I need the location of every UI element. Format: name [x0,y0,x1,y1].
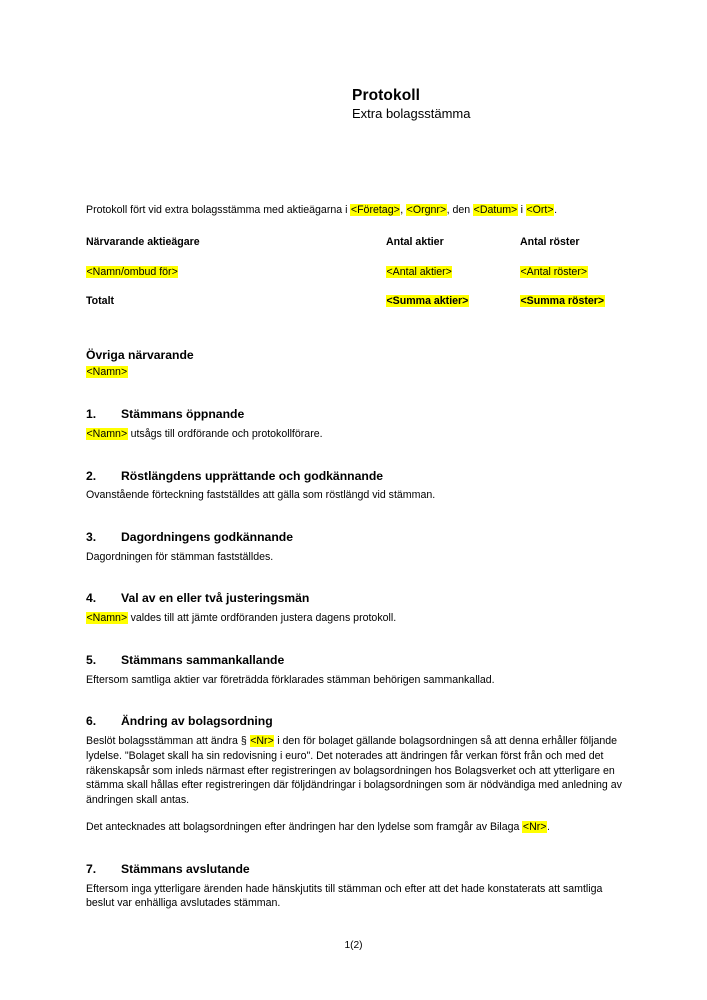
placeholder-company: <Företag> [350,204,400,216]
page-title: Protokoll [352,87,421,104]
section-3-number: 3. [86,530,97,545]
section-4-heading [86,591,622,607]
section-1-body-text: utsågs till ordförande och protokollförare. [127,427,323,440]
placeholder-votes: <Antal röster> [520,265,588,278]
total-votes [520,295,622,307]
section-7-number: 7. [86,861,97,876]
placeholder-total-votes: <Summa röster> [520,294,605,307]
section-6-text-post: i den för bolaget gällande bolagsordningen så att denna erhåller följande lydelse. "Bolaget skall ha sin redovisning i euro". Det noterades att ändringen får verkan först från och med det räkenskapsår som inleds närmast efter registreringen av bolagsordningen hos Bolagsverket och att ytterligare en stämma skall hållas efter registreringen där följdändringar i bolagsordningen som är nödvändiga med anledning av ändringen skall antas. [86,735,622,806]
placeholder-adjuster-name: <Namn> [86,612,128,625]
section-1 [86,407,622,441]
section-7-title: Stämmans avslutande [121,861,250,876]
section-2-heading [86,469,622,485]
section-1-number: 1. [86,407,97,422]
section-6-body-paragraph-1 [86,734,622,807]
attendee-table [86,236,622,307]
section-3 [86,530,622,564]
intro-text-1: Protokoll fört vid extra bolagsstämma med aktieägarna i [86,204,351,216]
placeholder-total-shares: <Summa aktier> [386,294,469,307]
section-4-number: 4. [86,591,97,606]
cell-shareholder-name [86,266,386,295]
section-6-attachment-post: . [546,821,550,834]
table-total-row [86,295,622,307]
section-3-body: Dagordningen för stämman fastställdes. [86,550,274,563]
section-1-heading [86,407,622,423]
cell-shares [386,266,520,295]
cell-votes [520,266,622,295]
column-header-votes: Antal röster [520,235,580,248]
section-4-body [86,611,622,626]
section-6 [86,714,622,835]
section-6-text-pre: Beslöt bolagsstämman att ändra § [86,735,250,748]
placeholder-paragraph-number: <Nr> [250,735,274,748]
column-header-name: Närvarande aktieägare [86,235,200,248]
section-7 [86,862,622,911]
section-5-body: Eftersom samtliga aktier var företrädda förklarades stämman behörigen sammankallad. [86,673,495,686]
table-header-row [86,236,622,266]
intro-sep-2: , den [446,204,474,216]
section-6-title: Ändring av bolagsordning [121,714,273,729]
section-4-body-text: valdes till att jämte ordföranden justera dagens protokoll. [127,612,397,625]
placeholder-date: <Datum> [473,204,518,216]
other-attendees-heading: Övriga närvarande [86,347,194,362]
section-2-body: Ovanstående förteckning fastställdes att gälla som röstlängd vid stämman. [86,489,436,502]
section-5-number: 5. [86,652,97,667]
section-6-heading [86,714,622,730]
placeholder-attachment-number: <Nr> [522,821,547,834]
section-3-heading [86,530,622,546]
section-6-attachment-pre: Det antecknades att bolagsordningen efter ändringen har den lydelse som framgår av Bilaga [86,821,523,834]
section-1-body [86,427,622,442]
other-attendees-block [86,348,622,380]
column-header-shares: Antal aktier [386,235,444,248]
placeholder-place: <Ort> [526,204,554,216]
section-5-heading [86,653,622,669]
page-footer [0,940,707,951]
section-1-title: Stämmans öppnande [121,407,245,422]
total-label: Totalt [86,294,115,307]
total-shares [386,295,520,307]
table-row [86,266,622,295]
title-block [352,86,652,123]
section-2-title: Röstlängdens upprättande och godkännande [121,468,384,483]
intro-end: . [554,204,558,216]
section-2-number: 2. [86,468,97,483]
section-4-title: Val av en eller två justeringsmän [121,591,310,606]
document-body [86,203,622,911]
placeholder-shares: <Antal aktier> [386,265,452,278]
placeholder-chairman-name: <Namn> [86,427,128,440]
other-attendees-name [86,365,622,380]
section-2 [86,469,622,503]
section-6-number: 6. [86,714,97,729]
placeholder-orgnr: <Orgnr> [406,204,447,216]
page-subtitle: Extra bolagsstämma [352,106,471,122]
section-4 [86,591,622,625]
section-7-body: Eftersom inga ytterligare ärenden hade hänskjutits till stämman och efter att det hade konstaterats att samtliga beslut var enhälliga avslutades stämman. [86,882,603,910]
placeholder-shareholder-name: <Namn/ombud för> [86,265,178,278]
placeholder-other-name: <Namn> [86,366,128,379]
section-6-body-paragraph-2 [86,820,622,835]
intro-sep-3: i [517,204,526,216]
section-5 [86,653,622,687]
section-7-heading [86,862,622,878]
section-5-title: Stämmans sammankallande [121,652,285,667]
intro-sep-1: , [400,204,407,216]
page-indicator: 1(2) [344,940,363,951]
section-3-title: Dagordningens godkännande [121,530,293,545]
intro-paragraph [86,203,622,218]
